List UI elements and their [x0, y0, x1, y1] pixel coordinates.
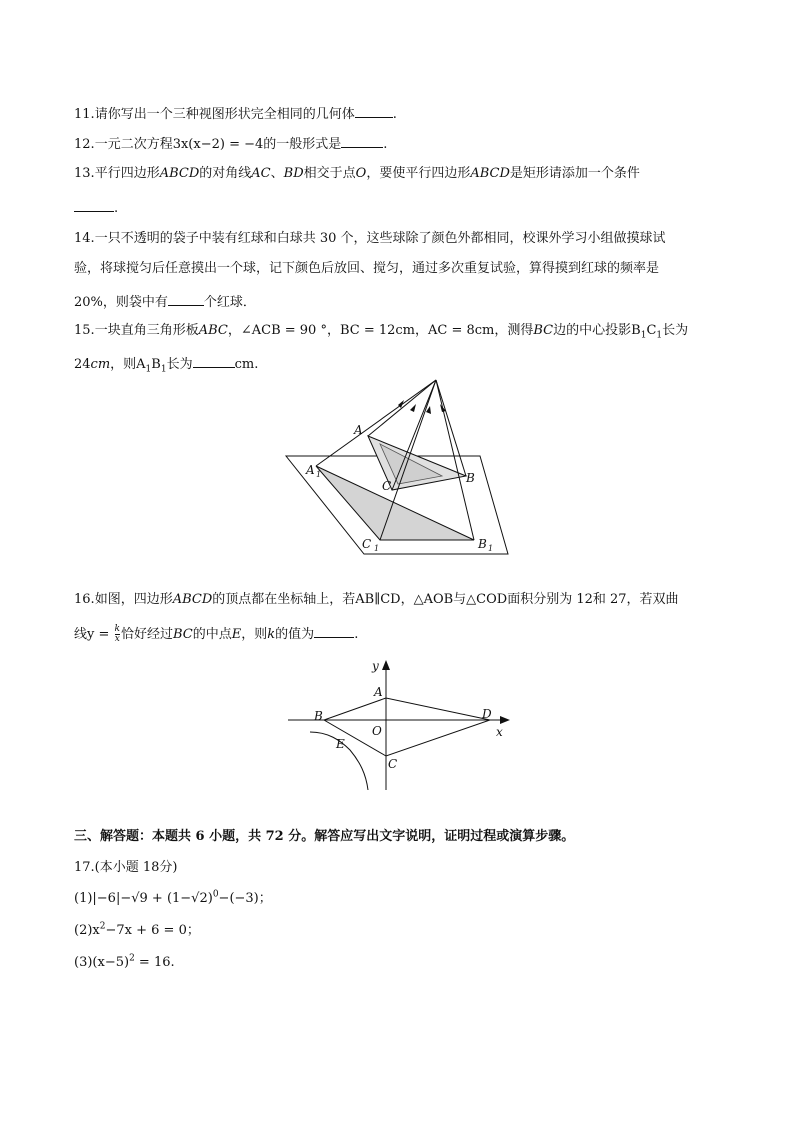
q13-o: O	[355, 166, 367, 181]
label-e: E	[336, 737, 345, 751]
q16-number: 16.	[74, 592, 95, 607]
q17-p3-text-2: = 16.	[134, 955, 175, 970]
quadrilateral-abcd	[324, 698, 490, 756]
question-11	[74, 104, 397, 124]
q13-answer-blank[interactable]	[74, 198, 114, 212]
q13-text: 平行四边形	[94, 166, 160, 181]
question-13	[74, 165, 640, 183]
q16-text-2: 的顶点都在坐标轴上，若AB∥CD，△AOB与△COD面积分别为 12和 27，若双曲	[212, 592, 679, 607]
q15-bc: BC	[533, 323, 554, 338]
q16-text-5: ，则	[241, 627, 268, 642]
question-15-line2	[74, 354, 258, 374]
q16-fraction	[115, 625, 120, 644]
q13-period: .	[114, 201, 119, 216]
q14-line3b: 个红球．	[203, 295, 256, 310]
figure-16-coordinate-graph	[280, 652, 520, 800]
q14-number: 14.	[74, 231, 95, 246]
x-axis-arrow	[500, 716, 510, 724]
question-14-line3	[74, 292, 256, 312]
q17-p1-sup: 0	[212, 889, 219, 900]
q17-p2-sup: 2	[99, 921, 106, 932]
question-16	[74, 591, 679, 609]
q15-abc: ABC	[198, 323, 228, 338]
q13-abcd: ABCD	[159, 166, 200, 181]
q16-k: k	[267, 627, 276, 642]
label-a1: A	[306, 463, 315, 477]
q13-bd: BD	[283, 166, 304, 181]
q14-line3a: 20%，则袋中有	[74, 295, 168, 310]
section-3-heading: 三、解答题：本题共 6 小题，共 72 分。解答应写出文字说明，证明过程或演算步骤。	[74, 829, 575, 844]
question-17-heading: 17.(本小题 18分)	[74, 860, 178, 875]
label-a: A	[354, 423, 363, 437]
question-12	[74, 134, 387, 154]
label-b1-sub: 1	[488, 544, 494, 553]
q13-text-5: 是矩形请添加一个条件	[509, 166, 640, 181]
question-14	[74, 230, 666, 248]
q12-answer-blank[interactable]	[341, 134, 383, 148]
q13-text-2: 的对角线	[199, 166, 252, 181]
label-d: D	[482, 707, 492, 721]
label-b1: B	[478, 537, 487, 551]
q13-text-4: ，要使平行四边形	[366, 166, 471, 181]
q16-period: .	[354, 627, 359, 642]
q17-p1-text-2: −(−3)；	[218, 891, 272, 906]
q15-text: 一块直角三角形板	[94, 323, 199, 338]
label-c: C	[388, 757, 398, 771]
q15-text-3: 边的中心投影B	[553, 323, 641, 338]
q15-unit: cm.	[234, 357, 259, 372]
q12-text: 一元二次方程	[94, 137, 173, 152]
q12-equation: 3x(x−2) = −4	[172, 137, 264, 152]
q11-answer-blank[interactable]	[355, 104, 393, 118]
label-c: C	[382, 479, 392, 493]
q13-sep: 、	[270, 166, 284, 181]
q15-text-5: 长为	[662, 323, 689, 338]
q16-text: 如图，四边形	[94, 592, 173, 607]
label-c1-sub: 1	[374, 544, 380, 553]
q14-answer-blank[interactable]	[168, 292, 204, 306]
q17-p3-sup: 2	[129, 953, 135, 964]
question-17-part3	[74, 954, 175, 972]
label-a1-sub: 1	[316, 470, 322, 479]
q16-frac-num: k	[114, 624, 120, 634]
q12-period: .	[383, 137, 388, 152]
question-17-part1	[74, 890, 272, 908]
label-b: B	[466, 471, 475, 485]
q15-sub2: 1	[656, 330, 663, 341]
q13-text-3: 相交于点	[303, 166, 356, 181]
q15-text-7: 长为	[166, 357, 193, 372]
q11-period: .	[392, 107, 397, 122]
q15-sub4: 1	[160, 364, 167, 375]
q12-number: 12.	[74, 137, 95, 152]
q17-p2-text-2: −7x + 6 = 0；	[105, 923, 200, 938]
y-axis-arrow	[382, 660, 390, 670]
q11-number: 11.	[74, 107, 95, 122]
label-b: B	[314, 709, 323, 723]
q16-bc: BC	[173, 627, 193, 642]
label-c1: C	[362, 537, 372, 551]
q16-frac-den: x	[114, 634, 120, 644]
q15-24: 24	[74, 357, 91, 372]
q15-text-4: C	[646, 323, 657, 338]
question-13-line2	[74, 198, 118, 218]
q15-sub3: 1	[145, 364, 152, 375]
label-a: A	[374, 685, 383, 699]
q16-e: E	[231, 627, 242, 642]
q15-cm: cm	[90, 357, 111, 372]
q11-text: 请你写出一个三种视图形状完全相同的几何体	[94, 107, 355, 122]
q16-abcd: ABCD	[172, 592, 213, 607]
q15-number: 15.	[74, 323, 95, 338]
q12-text-2: 的一般形式是	[263, 137, 342, 152]
q15-text-2: ，∠ACB = 90 °，BC = 12cm，AC = 8cm，测得	[227, 323, 534, 338]
q16-text-4: 的中点	[192, 627, 232, 642]
q13-ac: AC	[251, 166, 271, 181]
q15-answer-blank[interactable]	[193, 354, 235, 368]
figure-15-projection	[280, 372, 520, 562]
q17-p3-text: (3)(x−5)	[74, 955, 130, 970]
q15-b: B	[151, 357, 161, 372]
q17-p2-text: (2)x	[74, 923, 100, 938]
question-17-part2	[74, 922, 200, 940]
q16-answer-blank[interactable]	[314, 624, 354, 638]
q16-y-eq: 线y =	[74, 627, 114, 642]
question-15	[74, 322, 688, 340]
label-x: x	[496, 725, 503, 739]
q16-text-3: 恰好经过	[120, 627, 173, 642]
question-16-line2	[74, 624, 358, 644]
q15-sub1: 1	[640, 330, 647, 341]
label-o: O	[372, 724, 382, 738]
label-y: y	[372, 659, 379, 673]
q14-line1: 一只不透明的袋子中装有红球和白球共 30 个，这些球除了颜色外都相同，校课外学习小组做摸球试	[94, 231, 666, 246]
q15-text-6: ，则A	[110, 357, 146, 372]
question-14-line2: 验，将球搅匀后任意摸出一个球，记下颜色后放回、搅匀，通过多次重复试验，算得摸到红球的频率是	[74, 261, 660, 276]
q13-abcd-2: ABCD	[470, 166, 510, 181]
q17-p1-text: (1)|−6|−√9 + (1−√2)	[74, 891, 213, 906]
q16-text-6: 的值为	[275, 627, 315, 642]
q13-number: 13.	[74, 166, 95, 181]
